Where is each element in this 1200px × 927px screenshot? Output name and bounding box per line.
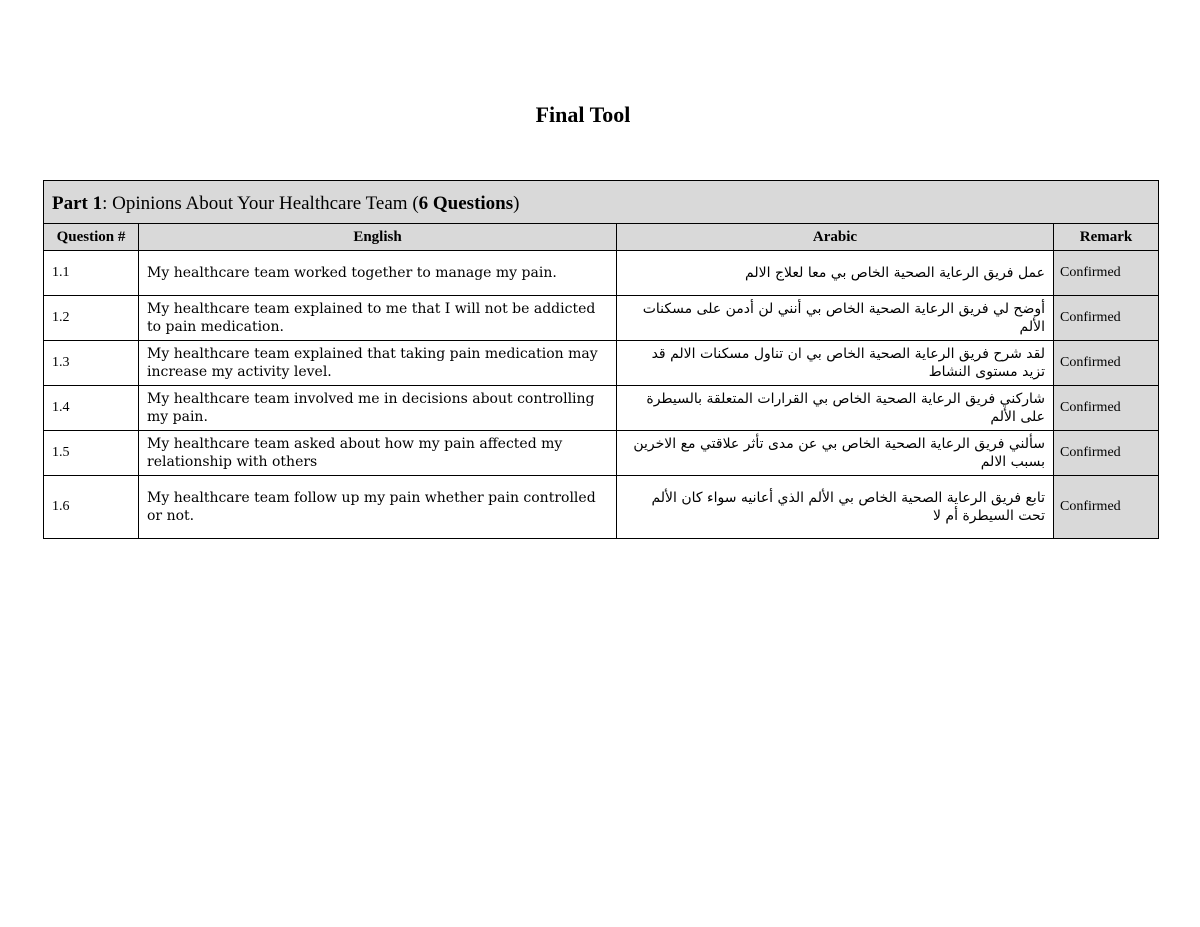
table-row [44,386,1159,431]
column-header-row [44,224,1159,251]
english-text: My healthcare team explained to me that I will not be addicted to pain medication. [139,296,617,341]
part-description: Opinions About Your Healthcare Team ( [112,193,419,214]
table-row [44,251,1159,296]
part-header-row [44,181,1159,224]
question-number: 1.3 [44,341,139,386]
arabic-text: أوضح لي فريق الرعاية الصحية الخاص بي أنني لن أدمن على مسكنات الألم [617,296,1054,341]
part-header-cell [44,181,1159,224]
header-arabic: Arabic [617,224,1054,251]
part-label: Part 1 [52,193,103,214]
remark-value: Confirmed [1054,386,1159,431]
final-tool-table [43,180,1159,539]
remark-value: Confirmed [1054,476,1159,539]
table-row [44,341,1159,386]
part-question-count: 6 Questions [418,193,514,214]
part-close-paren: ) [513,193,520,214]
english-text: My healthcare team involved me in decisions about controlling my pain. [139,386,617,431]
header-english: English [139,224,617,251]
question-number: 1.1 [44,251,139,296]
remark-value: Confirmed [1054,431,1159,476]
question-number: 1.4 [44,386,139,431]
part-separator: : [102,193,113,214]
remark-value: Confirmed [1054,296,1159,341]
question-number: 1.6 [44,476,139,539]
remark-value: Confirmed [1054,251,1159,296]
header-remark: Remark [1054,224,1159,251]
arabic-text: شاركني فريق الرعاية الصحية الخاص بي القرارات المتعلقة بالسيطرة على الألم [617,386,1054,431]
arabic-text: لقد شرح فريق الرعاية الصحية الخاص بي ان تناول مسكنات الالم قد تزيد مستوى النشاط [617,341,1054,386]
question-number: 1.5 [44,431,139,476]
arabic-text: عمل فريق الرعاية الصحية الخاص بي معا لعلاج الالم [617,251,1054,296]
english-text: My healthcare team worked together to manage my pain. [139,251,617,296]
remark-value: Confirmed [1054,341,1159,386]
header-question-number: Question # [44,224,139,251]
document-title: Final Tool [535,102,631,127]
arabic-text: تابع فريق الرعاية الصحية الخاص بي الألم الذي أعانيه سواء كان الألم تحت السيطرة أم لا [617,476,1054,539]
english-text: My healthcare team follow up my pain whether pain controlled or not. [139,476,617,539]
english-text: My healthcare team asked about how my pain affected my relationship with others [139,431,617,476]
table-row [44,476,1159,539]
question-number: 1.2 [44,296,139,341]
table-row [44,296,1159,341]
table-row [44,431,1159,476]
arabic-text: سألني فريق الرعاية الصحية الخاص بي عن مدى تأثر علاقتي مع الاخرين بسبب الالم [617,431,1054,476]
english-text: My healthcare team explained that taking pain medication may increase my activity level. [139,341,617,386]
